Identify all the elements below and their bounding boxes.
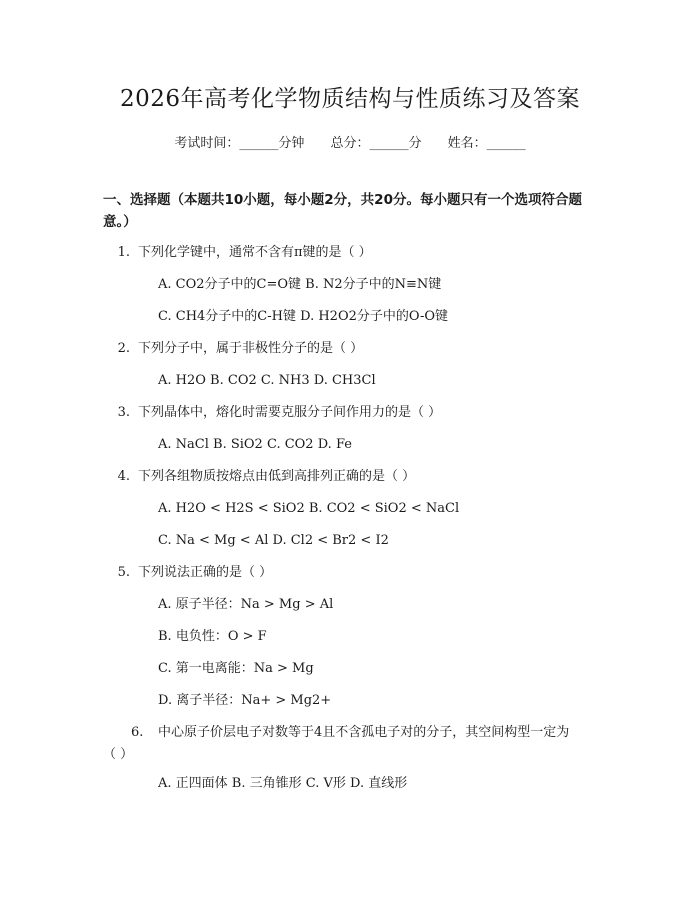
question-1-options-row-2: C. CH4分子中的C-H键 D. H2O2分子中的O-O键 <box>158 309 449 324</box>
question-3-options: A. NaCl B. SiO2 C. CO2 D. Fe <box>158 437 352 452</box>
name-blank: ______ <box>486 136 526 151</box>
score-blank: ______ <box>369 136 409 151</box>
question-5-option-c: C. 第一电离能：Na > Mg <box>158 661 314 676</box>
question-number: 1. <box>117 245 130 260</box>
question-6-options: A. 正四面体 B. 三角锥形 C. V形 D. 直线形 <box>158 776 408 791</box>
question-4-options-row-2: C. Na < Mg < Al D. Cl2 < Br2 < I2 <box>158 533 389 548</box>
question-stem: 中心原子价层电子对数等于4且不含孤电子对的分子，其空间构型一定为 <box>158 725 570 740</box>
question-5-option-d: D. 离子半径：Na+ > Mg2+ <box>158 693 332 708</box>
question-2-options: A. H2O B. CO2 C. NH3 D. CH3Cl <box>158 373 376 388</box>
question-number: 5. <box>117 565 130 580</box>
question-4-options-row-1: A. H2O < H2S < SiO2 B. CO2 < SiO2 < NaCl <box>158 501 460 516</box>
question-5-option-a: A. 原子半径：Na > Mg > Al <box>158 597 334 612</box>
question-stem: 下列各组物质按熔点由低到高排列正确的是（ ） <box>138 469 416 484</box>
question-stem: 下列化学键中，通常不含有π键的是（ ） <box>138 245 372 260</box>
exam-info-line <box>0 132 700 151</box>
question-stem: 下列分子中，属于非极性分子的是（ ） <box>138 341 364 356</box>
score-unit: 分 <box>408 136 422 151</box>
section-heading: 一、选择题（本题共10小题，每小题2分，共20分。每小题只有一个选项符合题意。） <box>103 192 582 230</box>
question-number: 3. <box>117 405 130 420</box>
time-unit: 分钟 <box>278 136 305 151</box>
question-5-option-b: B. 电负性：O > F <box>158 629 267 644</box>
name-label: 姓名： <box>447 136 487 151</box>
question-number: 6. <box>131 725 144 740</box>
score-label: 总分： <box>330 136 370 151</box>
time-blank: ______ <box>239 136 279 151</box>
question-number: 2. <box>117 341 130 356</box>
question-number: 4. <box>117 469 130 484</box>
page-title: 2026年高考化学物质结构与性质练习及答案 <box>119 86 581 112</box>
question-stem: 下列说法正确的是（ ） <box>138 565 273 580</box>
time-label: 考试时间： <box>174 136 240 151</box>
question-1-options-row-1: A. CO2分子中的C=O键 B. N2分子中的N≡N键 <box>158 277 442 292</box>
question-stem-continuation: （ ） <box>103 747 134 762</box>
question-stem: 下列晶体中，熔化时需要克服分子间作用力的是（ ） <box>138 405 442 420</box>
